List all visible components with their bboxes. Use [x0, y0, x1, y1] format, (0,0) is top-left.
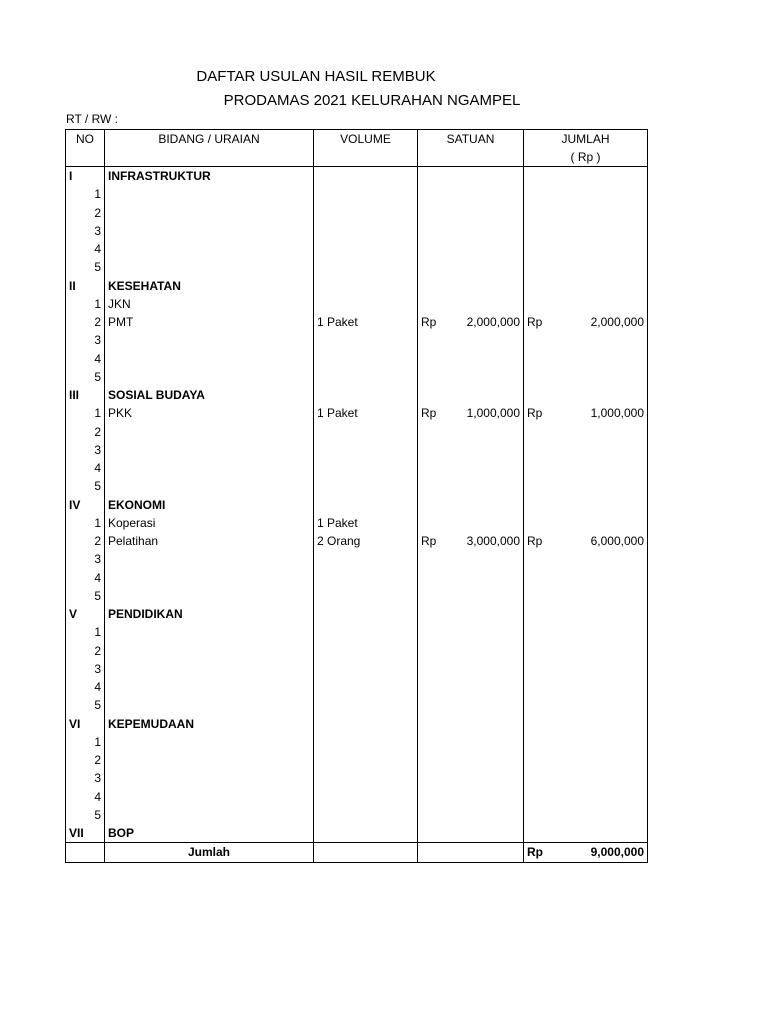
row-uraian [105, 240, 314, 258]
section-row [66, 605, 648, 623]
row-uraian [105, 185, 314, 203]
row-jumlah [524, 623, 648, 641]
table-row [66, 441, 648, 459]
total-currency: Rp [527, 845, 543, 860]
row-volume [314, 423, 418, 441]
row-no: 1 [66, 295, 105, 313]
table-row [66, 733, 648, 751]
row-jumlah [524, 204, 648, 222]
row-satuan [418, 696, 524, 714]
row-jumlah [524, 769, 648, 787]
row-jumlah [524, 258, 648, 276]
total-row [66, 843, 648, 862]
row-volume [314, 642, 418, 660]
row-no: 2 [66, 313, 105, 331]
table-row [66, 258, 648, 276]
section-row [66, 496, 648, 514]
row-jumlah [524, 605, 648, 623]
row-uraian [105, 642, 314, 660]
row-volume [314, 569, 418, 587]
row-uraian [105, 678, 314, 696]
row-jumlah [524, 477, 648, 495]
table-row [66, 696, 648, 714]
row-satuan [418, 167, 524, 186]
row-volume [314, 550, 418, 568]
total-volume-cell [314, 843, 418, 862]
row-volume [314, 368, 418, 386]
row-no: 4 [66, 569, 105, 587]
row-no: 3 [66, 769, 105, 787]
row-jumlah [524, 459, 648, 477]
row-satuan [418, 404, 524, 422]
row-jumlah [524, 824, 648, 843]
row-no: 1 [66, 514, 105, 532]
row-uraian [105, 368, 314, 386]
row-jumlah [524, 660, 648, 678]
row-jumlah [524, 185, 648, 203]
row-no: 3 [66, 550, 105, 568]
row-volume [314, 769, 418, 787]
row-volume [314, 678, 418, 696]
jumlah-value: 2,000,000 [590, 315, 644, 330]
row-uraian [105, 769, 314, 787]
table-row [66, 660, 648, 678]
row-jumlah [524, 678, 648, 696]
row-satuan [418, 295, 524, 313]
row-uraian [105, 477, 314, 495]
satuan-currency: Rp [421, 315, 437, 330]
row-volume [314, 295, 418, 313]
row-satuan [418, 605, 524, 623]
satuan-value: 2,000,000 [466, 315, 520, 330]
row-jumlah [524, 350, 648, 368]
header-jumlah-unit: ( Rp ) [570, 150, 601, 164]
table-row [66, 240, 648, 258]
row-uraian [105, 788, 314, 806]
row-uraian [105, 222, 314, 240]
row-satuan [418, 477, 524, 495]
row-no: 2 [66, 751, 105, 769]
row-satuan [418, 550, 524, 568]
header-satuan: SATUAN [418, 130, 524, 167]
row-uraian [105, 550, 314, 568]
row-satuan [418, 459, 524, 477]
row-satuan [418, 240, 524, 258]
row-volume [314, 477, 418, 495]
row-uraian [105, 751, 314, 769]
row-no: 1 [66, 404, 105, 422]
row-jumlah [524, 222, 648, 240]
row-uraian: Koperasi [105, 514, 314, 532]
jumlah-currency: Rp [527, 315, 543, 330]
row-jumlah [524, 532, 648, 550]
row-uraian: KEPEMUDAAN [105, 715, 314, 733]
row-volume [314, 204, 418, 222]
row-satuan [418, 204, 524, 222]
row-uraian [105, 733, 314, 751]
row-jumlah [524, 550, 648, 568]
row-volume [314, 240, 418, 258]
row-satuan [418, 368, 524, 386]
row-no: 4 [66, 678, 105, 696]
row-volume: 1 Paket [314, 313, 418, 331]
row-uraian: JKN [105, 295, 314, 313]
row-jumlah [524, 696, 648, 714]
document-title: DAFTAR USULAN HASIL REMBUK [196, 68, 436, 85]
row-uraian [105, 331, 314, 349]
satuan-currency: Rp [421, 534, 437, 549]
row-uraian [105, 696, 314, 714]
row-uraian: EKONOMI [105, 496, 314, 514]
row-volume [314, 222, 418, 240]
row-satuan [418, 441, 524, 459]
row-jumlah [524, 386, 648, 404]
table-row [66, 313, 648, 331]
row-jumlah [524, 788, 648, 806]
row-no: 2 [66, 204, 105, 222]
row-volume [314, 715, 418, 733]
row-uraian [105, 806, 314, 824]
row-uraian [105, 258, 314, 276]
table-row [66, 222, 648, 240]
row-uraian [105, 423, 314, 441]
row-volume [314, 258, 418, 276]
row-volume [314, 441, 418, 459]
total-value: 9,000,000 [590, 845, 644, 860]
row-no: 3 [66, 222, 105, 240]
row-jumlah [524, 514, 648, 532]
row-jumlah [524, 167, 648, 186]
table-row [66, 550, 648, 568]
row-jumlah [524, 441, 648, 459]
row-jumlah [524, 751, 648, 769]
row-no: 2 [66, 532, 105, 550]
header-bidang: BIDANG / URAIAN [105, 130, 314, 167]
section-row [66, 277, 648, 295]
row-volume [314, 696, 418, 714]
row-jumlah [524, 331, 648, 349]
row-no: I [66, 167, 105, 186]
table-row [66, 204, 648, 222]
row-jumlah [524, 642, 648, 660]
table-row [66, 477, 648, 495]
row-uraian: PKK [105, 404, 314, 422]
row-satuan [418, 733, 524, 751]
table-row [66, 788, 648, 806]
row-satuan [418, 532, 524, 550]
section-row [66, 824, 648, 843]
row-no: II [66, 277, 105, 295]
row-satuan [418, 769, 524, 787]
row-uraian [105, 459, 314, 477]
row-satuan [418, 386, 524, 404]
table-row [66, 751, 648, 769]
row-jumlah [524, 806, 648, 824]
row-no: 4 [66, 350, 105, 368]
row-satuan [418, 496, 524, 514]
section-row [66, 386, 648, 404]
row-no: 4 [66, 788, 105, 806]
row-volume [314, 350, 418, 368]
table-row [66, 532, 648, 550]
row-no: VI [66, 715, 105, 733]
row-jumlah [524, 277, 648, 295]
row-volume [314, 824, 418, 843]
section-row [66, 715, 648, 733]
table-header-row [66, 130, 648, 167]
row-uraian: PMT [105, 313, 314, 331]
row-satuan [418, 660, 524, 678]
row-satuan [418, 423, 524, 441]
row-satuan [418, 824, 524, 843]
table-row [66, 642, 648, 660]
row-jumlah [524, 240, 648, 258]
row-satuan [418, 222, 524, 240]
row-volume: 1 Paket [314, 514, 418, 532]
satuan-value: 1,000,000 [466, 406, 520, 421]
row-volume [314, 660, 418, 678]
row-satuan [418, 569, 524, 587]
row-jumlah [524, 496, 648, 514]
row-satuan [418, 514, 524, 532]
table-row [66, 295, 648, 313]
row-satuan [418, 258, 524, 276]
row-no: 3 [66, 441, 105, 459]
row-uraian [105, 660, 314, 678]
row-volume [314, 185, 418, 203]
row-no: III [66, 386, 105, 404]
table-row [66, 368, 648, 386]
row-satuan [418, 751, 524, 769]
header-volume: VOLUME [314, 130, 418, 167]
row-volume [314, 623, 418, 641]
row-uraian: KESEHATAN [105, 277, 314, 295]
row-no: 4 [66, 240, 105, 258]
row-volume [314, 806, 418, 824]
table-row [66, 423, 648, 441]
header-no: NO [66, 130, 105, 167]
row-uraian [105, 441, 314, 459]
jumlah-currency: Rp [527, 406, 543, 421]
row-jumlah [524, 715, 648, 733]
row-jumlah [524, 733, 648, 751]
document-subtitle: PRODAMAS 2021 KELURAHAN NGAMPEL [223, 92, 521, 109]
total-label: Jumlah [105, 843, 314, 862]
row-volume [314, 277, 418, 295]
jumlah-currency: Rp [527, 534, 543, 549]
row-no: IV [66, 496, 105, 514]
row-no: 1 [66, 733, 105, 751]
table-row [66, 350, 648, 368]
table-row [66, 587, 648, 605]
row-uraian [105, 569, 314, 587]
row-jumlah [524, 368, 648, 386]
row-volume: 2 Orang [314, 532, 418, 550]
row-satuan [418, 350, 524, 368]
rt-rw-label: RT / RW : [66, 112, 119, 126]
table-row [66, 331, 648, 349]
table-row [66, 459, 648, 477]
row-uraian [105, 623, 314, 641]
row-uraian [105, 587, 314, 605]
row-no: V [66, 605, 105, 623]
row-no: 5 [66, 696, 105, 714]
row-jumlah [524, 569, 648, 587]
row-no: 1 [66, 185, 105, 203]
row-uraian [105, 350, 314, 368]
row-no: 3 [66, 660, 105, 678]
row-jumlah [524, 587, 648, 605]
table-row [66, 404, 648, 422]
row-volume [314, 587, 418, 605]
total-no-cell [66, 843, 105, 862]
table-row [66, 623, 648, 641]
row-volume [314, 788, 418, 806]
row-no: 5 [66, 477, 105, 495]
row-no: 5 [66, 587, 105, 605]
jumlah-value: 6,000,000 [590, 534, 644, 549]
row-jumlah [524, 423, 648, 441]
row-satuan [418, 331, 524, 349]
row-uraian: BOP [105, 824, 314, 843]
row-volume [314, 331, 418, 349]
row-no: 5 [66, 806, 105, 824]
total-satuan-cell [418, 843, 524, 862]
row-uraian: PENDIDIKAN [105, 605, 314, 623]
row-volume [314, 496, 418, 514]
row-uraian [105, 204, 314, 222]
table-row [66, 678, 648, 696]
row-no: 3 [66, 331, 105, 349]
row-volume [314, 167, 418, 186]
satuan-value: 3,000,000 [466, 534, 520, 549]
row-uraian: SOSIAL BUDAYA [105, 386, 314, 404]
row-volume [314, 605, 418, 623]
row-no: 2 [66, 642, 105, 660]
row-jumlah [524, 295, 648, 313]
row-uraian: INFRASTRUKTUR [105, 167, 314, 186]
row-satuan [418, 715, 524, 733]
row-no: 5 [66, 368, 105, 386]
row-satuan [418, 313, 524, 331]
table-row [66, 185, 648, 203]
row-no: 4 [66, 459, 105, 477]
row-satuan [418, 185, 524, 203]
header-jumlah [524, 130, 648, 167]
row-satuan [418, 587, 524, 605]
row-jumlah [524, 404, 648, 422]
row-no: 1 [66, 623, 105, 641]
table-row [66, 569, 648, 587]
satuan-currency: Rp [421, 406, 437, 421]
row-no: VII [66, 824, 105, 843]
total-jumlah-cell [524, 843, 648, 862]
jumlah-value: 1,000,000 [590, 406, 644, 421]
row-volume [314, 733, 418, 751]
row-volume: 1 Paket [314, 404, 418, 422]
row-uraian: Pelatihan [105, 532, 314, 550]
table-row [66, 769, 648, 787]
section-row [66, 167, 648, 186]
proposal-table [65, 129, 648, 863]
row-satuan [418, 788, 524, 806]
row-no: 5 [66, 258, 105, 276]
row-volume [314, 459, 418, 477]
row-volume [314, 751, 418, 769]
row-satuan [418, 678, 524, 696]
row-satuan [418, 623, 524, 641]
header-jumlah-label: JUMLAH [561, 132, 610, 146]
row-satuan [418, 642, 524, 660]
table-body [66, 167, 648, 843]
row-no: 2 [66, 423, 105, 441]
table-row [66, 514, 648, 532]
row-satuan [418, 277, 524, 295]
row-jumlah [524, 313, 648, 331]
row-volume [314, 386, 418, 404]
table-row [66, 806, 648, 824]
row-satuan [418, 806, 524, 824]
